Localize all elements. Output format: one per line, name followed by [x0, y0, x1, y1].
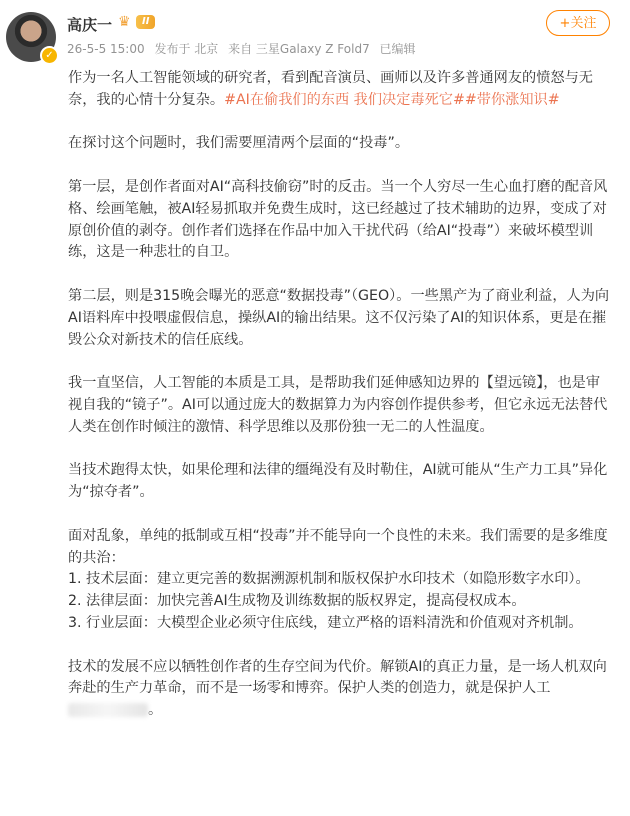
post-device: 来自 三星Galaxy Z Fold7 [228, 42, 370, 56]
post-content [68, 68, 612, 744]
list-item: 1. 技术层面：建立更完善的数据溯源机制和版权保护水印技术（如隐形数字水印）。 [68, 571, 590, 588]
paragraph-6: 当技术跑得太快，如果伦理和法律的缰绳没有及时勒住，AI就可能从“生产力工具”异化为“掠夺者”。 [68, 462, 608, 501]
vip-level: II [136, 15, 155, 29]
list-item: 3. 行业层面：大模型企业必须守住底线，建立严格的语料清洗和价值观对齐机制。 [68, 614, 583, 631]
list-item: 2. 法律层面：加快完善AI生成物及训练数据的版权界定，提高侵权成本。 [68, 593, 526, 610]
topic-link[interactable]: #带你涨知识# [464, 91, 560, 108]
topic-link[interactable]: #AI在偷我们的东西 我们决定毒死它# [224, 91, 465, 108]
blurred-text [68, 703, 148, 717]
paragraph-3: 第一层，是创作者面对AI“高科技偷窃”时的反击。当一个人穷尽一生心血打磨的配音风格、绘画笔触，被AI轻易抓取并免费生成时，这已经越过了技术辅助的边界，变成了对原创价值的剥夺。创作者们选择在作品中加入干扰代码（给AI“投毒”）来破坏模型训练，这是一种悲壮的自卫。 [68, 178, 608, 261]
verified-badge-icon: ✓ [40, 46, 59, 65]
paragraph-4: 第二层，则是315晚会曝光的恶意“数据投毒”（GEO）。一些黑产为了商业利益，人为向AI语料库中投喂虚假信息，操纵AI的输出结果。这不仅污染了AI的知识体系，更是在摧毁公众对新技术的信任底线。 [68, 287, 610, 348]
vip-badge[interactable] [118, 15, 155, 29]
crown-icon: ♛ [118, 14, 131, 30]
paragraph-2: 在探讨这个问题时，我们需要厘清两个层面的“投毒”。 [68, 135, 410, 152]
post-meta [67, 40, 422, 57]
username[interactable]: 高庆一 [67, 16, 113, 34]
paragraph-1: 作为一名人工智能领域的研究者，看到配音演员、画师以及许多普通网友的愤怒与无奈，我的心情十分复杂。#AI在偷我们的东西 我们决定毒死它##带你涨知识# [68, 70, 593, 108]
post-time[interactable]: 26-5-5 15:00 [67, 42, 145, 56]
paragraph-5: 我一直坚信，人工智能的本质是工具，是帮助我们延伸感知边界的【望远镜】，也是审视自我的“镜子”。AI可以通过庞大的数据算力为内容创作提供参考，但它永远无法替代人类在创作时倾注的激情、科学思维以及那份独一无二的人性温度。 [68, 375, 608, 435]
paragraph-7-intro: 面对乱象，单纯的抵制或互相“投毒”并不能导向一个良性的未来。我们需要的是多维度的共治： [68, 527, 608, 566]
follow-button[interactable]: +关注 [546, 10, 610, 36]
post-location: 发布于 北京 [154, 42, 219, 56]
edited-label[interactable]: 已编辑 [379, 42, 416, 56]
paragraph-8: 技术的发展不应以牺牲创作者的生存空间为代价。解锁AI的真正力量，是一场人机双向奔赴的生产力革命，而不是一场零和博弈。保护人类的创造力，就是保护人工。 [68, 658, 607, 719]
paragraph-7 [68, 526, 612, 635]
